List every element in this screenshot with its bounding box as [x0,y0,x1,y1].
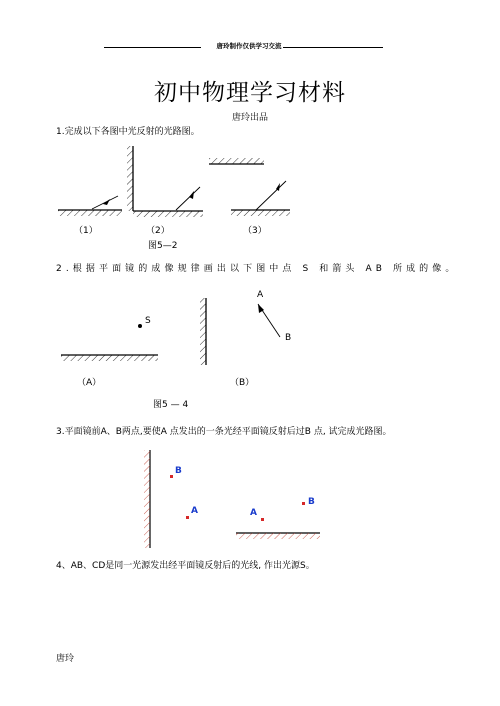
fig2-mirror-a-hatch [61,355,158,361]
fig1-diagram-1 [58,196,122,216]
fig3-mirror-horizontal-hatch [236,533,320,539]
fig1-mirror-2-vertical-hatch [127,146,133,211]
fig1-caption: 图5—2 [148,241,178,251]
fig2-point-s [138,324,142,328]
fig2-label-b: B [285,333,292,343]
question-2: 2.根据平面镜的成像规律画出以下图中点 S 和箭头 AB 所成的像。 [56,264,459,274]
fig2-mirror-b-hatch [200,298,206,365]
fig3-label-a-right: A [250,508,257,518]
page-subtitle: 唐玲出品 [231,113,268,123]
fig1-label-1: （1） [74,226,98,236]
page-title: 初中物理学习材料 [154,80,346,106]
fig3-label-b-left: B [175,466,182,476]
fig2-sublabel-b: （B） [230,378,255,388]
fig2-diagram-a [61,324,158,361]
fig1-label-3: （3） [243,226,267,236]
fig3-point-b-left [170,475,173,478]
question-3: 3.平面镜前A、B两点,要使A 点发出的一条光经平面镜反射后过B 点, 试完成光路图。 [56,427,392,437]
fig1-label-2: （2） [146,226,170,236]
fig3-label-a-left: A [191,506,198,516]
fig2-caption: 图5 — 4 [153,400,189,410]
fig1-mirror-1-hatch [58,210,122,216]
fig1-diagram-2 [127,146,203,217]
footer-author: 唐玲 [56,654,75,664]
fig2-label-s: S [145,316,151,326]
fig3-point-a-left [186,516,189,519]
question-4: 4、AB、CD是同一光源发出经平面镜反射后的光线, 作出光源S。 [56,561,315,571]
fig2-label-a: A [257,290,264,300]
fig1-mirror-2-horizontal-hatch [133,211,203,217]
fig1-diagram-3 [209,158,290,216]
fig1-mirror-3-top-hatch [209,158,264,164]
fig3-label-b-right: B [308,497,315,507]
fig1-incident-ray-1 [92,196,118,209]
fig1-incident-ray-3 [256,181,286,210]
question-1: 1.完成以下各图中光反射的光路图。 [56,127,200,137]
fig3-point-a-right [261,518,264,521]
header-text: 唐玲制作仅供学习交流 [216,42,282,50]
fig1-mirror-3-bottom-hatch [231,210,290,216]
fig2-sublabel-a: （A） [77,378,102,388]
fig1-incident-ray-2 [176,187,200,210]
fig1-ray-arrow-2 [189,191,194,199]
fig3-diagram [144,450,320,548]
fig3-point-b-right [302,502,305,505]
fig1-ray-arrow-1 [103,199,110,205]
fig3-mirror-vertical-hatch [144,450,150,548]
fig2-diagram-b [200,298,280,365]
